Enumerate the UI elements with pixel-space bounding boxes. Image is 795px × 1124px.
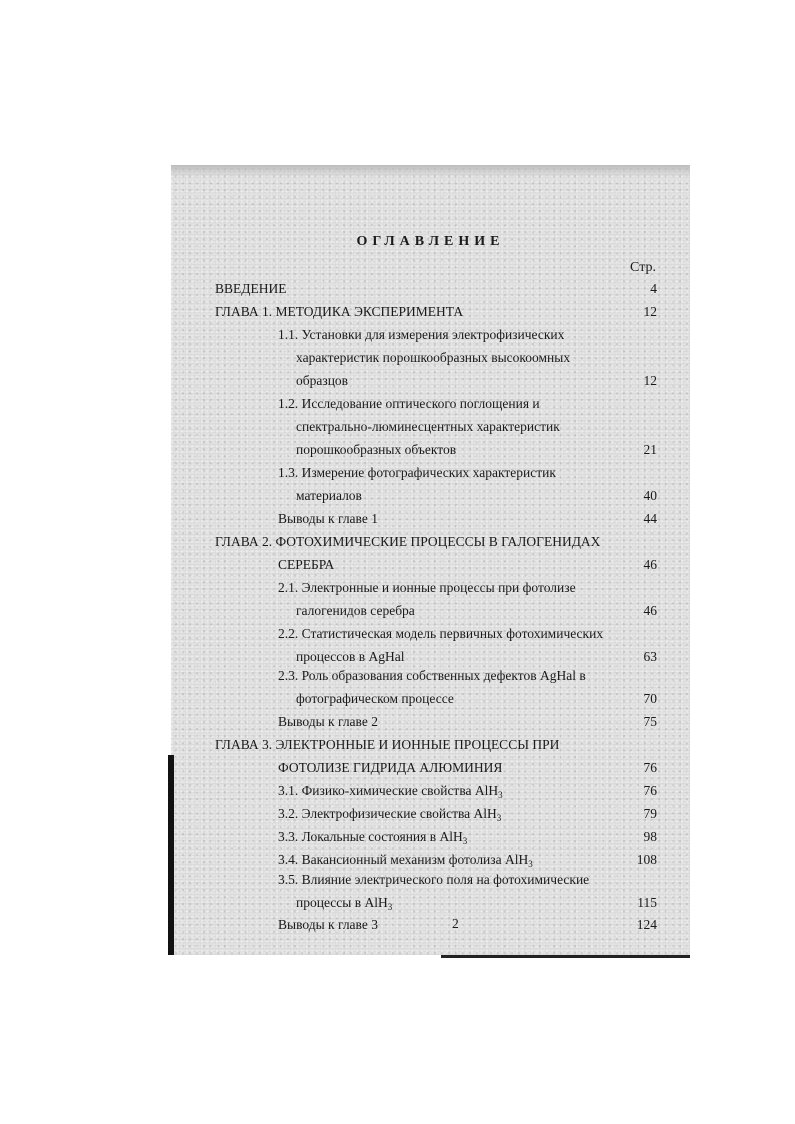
- toc-entry-text: 3.3. Локальные состояния в AlH: [278, 829, 463, 844]
- toc-entry-3-1: [278, 782, 503, 800]
- subscript: 3: [387, 902, 393, 912]
- toc-entry-2-3: 2.3. Роль образования собственных дефектов AgHal в: [278, 668, 586, 683]
- toc-page-number: 108: [636, 852, 657, 867]
- page-column-label: Стр.: [630, 260, 656, 275]
- toc-entry-2-2-cont: процессов в AgHal: [296, 649, 405, 664]
- scan-bottom-rule: [441, 955, 690, 958]
- toc-entry-chapter-3-cont: ФОТОЛИЗЕ ГИДРИДА АЛЮМИНИЯ: [278, 760, 503, 775]
- toc-entry-3-4: [278, 851, 533, 869]
- toc-page-number: 21: [643, 442, 657, 457]
- toc-page-number: 124: [636, 917, 657, 932]
- toc-entry-2-2: 2.2. Статистическая модель первичных фотохимических: [278, 626, 604, 641]
- toc-entry-text: процессы в AlH: [296, 895, 388, 910]
- toc-page-number: 115: [637, 895, 657, 910]
- toc-page-number: 46: [643, 557, 657, 572]
- page-title: ОГЛАВЛЕНИЕ: [356, 234, 505, 249]
- subscript: 3: [496, 813, 502, 823]
- toc-entry-text: 3.4. Вакансионный механизм фотолиза AlH: [278, 852, 529, 867]
- toc-entry-1-1-cont: характеристик порошкообразных высокоомных: [296, 350, 571, 365]
- toc-entry-1-3: 1.3. Измерение фотографических характеристик: [278, 465, 556, 480]
- toc-entry-conclusions-3: Выводы к главе 3: [278, 917, 378, 932]
- scan-left-shadow: [168, 755, 174, 955]
- subscript: 3: [498, 790, 503, 800]
- toc-entry-1-2-cont: спектрально-люминесцентных характеристик: [296, 419, 560, 434]
- page-number: 2: [452, 916, 459, 931]
- toc-entry-3-3: [278, 828, 467, 846]
- toc-page-number: 63: [643, 649, 657, 664]
- toc-page-number: 76: [643, 760, 657, 775]
- toc-page-number: 12: [643, 373, 657, 388]
- toc-entry-2-1: 2.1. Электронные и ионные процессы при фотолизе: [278, 580, 576, 595]
- toc-entry-text: 3.1. Физико-химические свойства AlH: [278, 783, 499, 798]
- toc-entry-conclusions-1: Выводы к главе 1: [278, 511, 378, 526]
- toc-entry-conclusions-2: Выводы к главе 2: [278, 714, 378, 729]
- toc-page-number: 40: [643, 488, 657, 503]
- toc-page-number: 4: [650, 281, 657, 296]
- toc-page-number: 44: [643, 511, 657, 526]
- toc-entry-chapter-2: ГЛАВА 2. ФОТОХИМИЧЕСКИЕ ПРОЦЕССЫ В ГАЛОГЕНИДАХ: [215, 534, 601, 549]
- toc-entry-chapter-3: ГЛАВА 3. ЭЛЕКТРОННЫЕ И ИОННЫЕ ПРОЦЕССЫ ПРИ: [215, 737, 560, 752]
- toc-entry-1-2: 1.2. Исследование оптического поглощения и: [278, 396, 540, 411]
- subscript: 3: [462, 836, 468, 846]
- toc-page-number: 12: [643, 304, 657, 319]
- toc-entry-chapter-1: ГЛАВА 1. МЕТОДИКА ЭКСПЕРИМЕНТА: [215, 304, 464, 319]
- toc-entry-1-1-cont: образцов: [296, 373, 349, 388]
- subscript: 3: [528, 859, 533, 869]
- toc-entry-1-1: 1.1. Установки для измерения электрофизических: [278, 327, 565, 342]
- toc-entry-1-3-cont: материалов: [296, 488, 362, 503]
- toc-entry-3-5: 3.5. Влияние электрического поля на фотохимические: [278, 872, 590, 887]
- toc-entry-3-5-cont: [296, 894, 392, 912]
- toc-page-number: 46: [643, 603, 657, 618]
- toc-page-number: 76: [643, 783, 657, 798]
- scan-top-edge: [171, 165, 690, 177]
- toc-page-number: 79: [643, 806, 657, 821]
- toc-page-number: 98: [643, 829, 657, 844]
- toc-entry-text: 3.2. Электрофизические свойства AlH: [278, 806, 497, 821]
- toc-page-number: 75: [643, 714, 657, 729]
- toc-entry-1-2-cont: порошкообразных объектов: [296, 442, 457, 457]
- toc-page-number: 70: [643, 691, 657, 706]
- toc-entry-intro: ВВЕДЕНИЕ: [215, 281, 287, 296]
- toc-entry-2-1-cont: галогенидов серебра: [296, 603, 415, 618]
- toc-entry-chapter-2-cont: СЕРЕБРА: [278, 557, 335, 572]
- toc-entry-3-2: [278, 805, 501, 823]
- toc-entry-2-3-cont: фотографическом процессе: [296, 691, 454, 706]
